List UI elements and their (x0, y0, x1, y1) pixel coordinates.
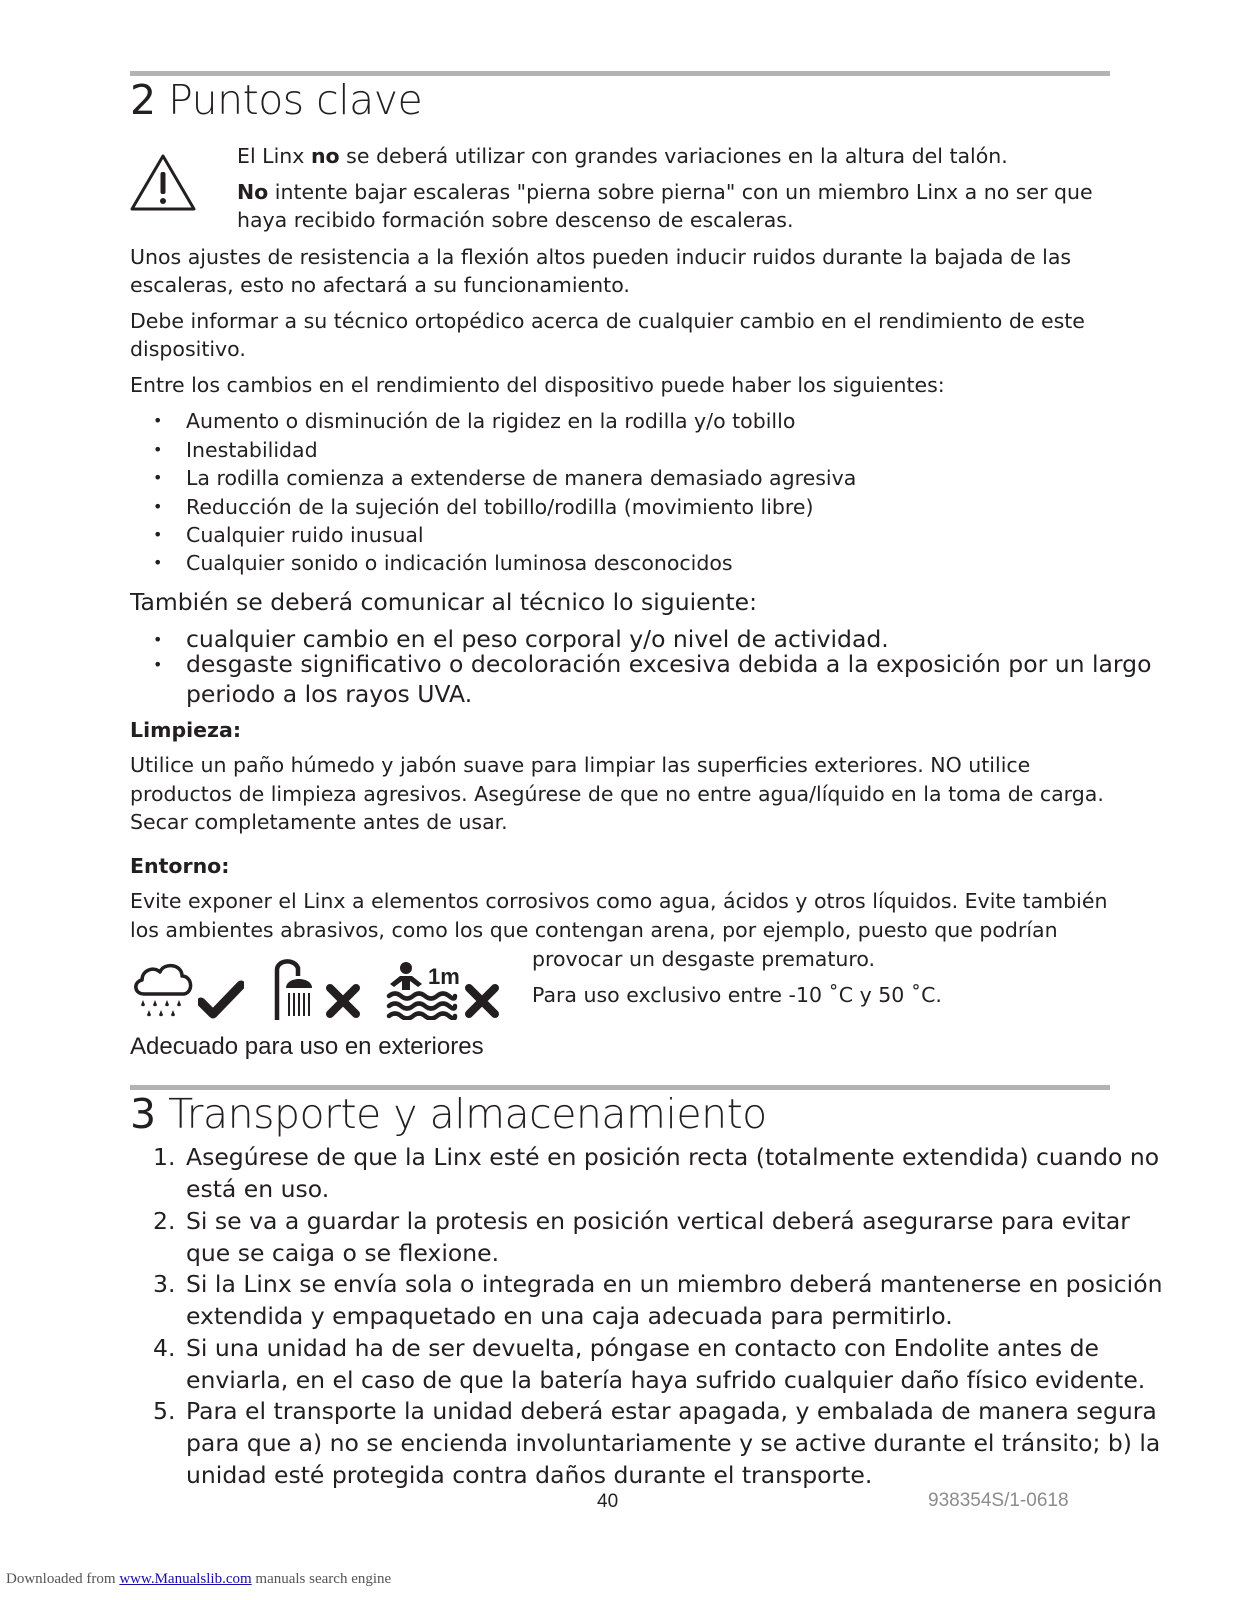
cleaning-text-3: Secar completamente antes de usar. (130, 810, 508, 834)
cleaning-text-1: Utilice un paño húmedo y jabón suave para limpiar las superficies exteriores. NO utilice (130, 753, 1031, 777)
list-item: Inestabilidad (186, 438, 318, 462)
environment-heading: Entorno: (130, 854, 230, 878)
list-item-line: Para el transporte la unidad deberá estar apagada, y embalada de manera segura (186, 1397, 1157, 1425)
bullet-marker: • (153, 630, 163, 649)
list-item-line: que se caiga o se flexione. (186, 1239, 500, 1267)
section-number: 2 (130, 76, 156, 124)
list-number: 3. (153, 1270, 176, 1298)
list-number: 4. (153, 1334, 176, 1362)
environment-text-2: los ambientes abrasivos, como los que contengan arena, por ejemplo, puesto que podrían (130, 918, 1058, 942)
bullet-marker: • (153, 468, 163, 487)
list-item-line: Si la Linx se envía sola o integrada en un miembro deberá mantenerse en posición (186, 1270, 1163, 1298)
cross-icon (325, 983, 361, 1019)
list-item: Aumento o disminución de la rigidez en la rodilla y/o tobillo (186, 409, 796, 433)
temperature-range: Para uso exclusivo entre -10 ˚C y 50 ˚C. (532, 983, 942, 1007)
list-item-line: Asegúrese de que la Linx esté en posición recta (totalmente extendida) cuando no (186, 1143, 1160, 1171)
environment-text-3: provocar un desgaste prematuro. (532, 947, 876, 971)
section-number: 3 (130, 1090, 156, 1138)
bullet-marker: • (153, 497, 163, 516)
paragraph-inform-1: Debe informar a su técnico ortopédico acerca de cualquier cambio en el rendimiento de este (130, 309, 1085, 333)
list-item-line: extendida y empaquetado en una caja adecuada para permitirlo. (186, 1302, 953, 1330)
warning-icon (128, 152, 198, 214)
section-3-heading (130, 1090, 767, 1138)
bullet-marker: • (153, 553, 163, 572)
shower-icon (272, 958, 322, 1020)
environment-text-1: Evite exponer el Linx a elementos corrosivos como agua, ácidos y otros líquidos. Evite también (130, 889, 1108, 913)
section-title: Transporte y almacenamiento (168, 1090, 767, 1138)
paragraph-flexion-2: escaleras, esto no afectará a su funcionamiento. (130, 273, 630, 297)
section-title: Puntos clave (168, 76, 423, 124)
list-item-line: está en uso. (186, 1175, 330, 1203)
list-number: 2. (153, 1207, 176, 1235)
checkmark-icon (198, 980, 244, 1020)
list-item-line: Si se va a guardar la protesis en posición vertical deberá asegurarse para evitar (186, 1207, 1130, 1235)
list-item-line: para que a) no se encienda involuntariamente y se active durante el tránsito; b) la (186, 1429, 1161, 1457)
depth-label: 1m (428, 964, 460, 989)
bullet-marker: • (153, 411, 163, 430)
cleaning-heading: Limpieza: (130, 718, 242, 742)
list-item: Cualquier sonido o indicación luminosa desconocidos (186, 551, 733, 575)
warning-line-3: haya recibido formación sobre descenso de escaleras. (237, 208, 794, 232)
list-item-line: unidad esté protegida contra daños durante el transporte. (186, 1461, 873, 1489)
list-item: La rodilla comienza a extenderse de manera demasiado agresiva (186, 466, 857, 490)
list-number: 5. (153, 1397, 176, 1425)
cleaning-text-2: productos de limpieza agresivos. Asegúrese de que no entre agua/líquido en la toma de carga. (130, 782, 1104, 806)
paragraph-changes: Entre los cambios en el rendimiento del dispositivo puede haber los siguientes: (130, 373, 945, 397)
manualslib-link[interactable]: www.Manualslib.com (119, 1571, 252, 1587)
list-item: cualquier cambio en el peso corporal y/o nivel de actividad. (186, 625, 889, 653)
list-item-continuation: periodo a los rayos UVA. (186, 680, 473, 708)
document-code: 938354S/1-0618 (928, 1490, 1069, 1511)
paragraph-also-report: También se deberá comunicar al técnico lo siguiente: (130, 588, 758, 616)
list-item: desgaste significativo o decoloración excesiva debida a la exposición por un largo (186, 650, 1152, 678)
list-item: Cualquier ruido inusual (186, 523, 424, 547)
section-2-heading (130, 76, 422, 124)
paragraph-inform-2: dispositivo. (130, 337, 246, 361)
warning-line-2: No intente bajar escaleras "pierna sobre pierna" con un miembro Linx a no ser que (237, 180, 1093, 204)
list-item-line: enviarla, en el caso de que la batería haya sufrido cualquier daño físico evidente. (186, 1366, 1146, 1394)
page-number: 40 (597, 1491, 619, 1512)
bullet-marker: • (153, 655, 163, 674)
paragraph-flexion-1: Unos ajustes de resistencia a la flexión altos pueden inducir ruidos durante la bajada de las (130, 245, 1072, 269)
download-notice: Downloaded from www.Manualslib.com manuals search engine (6, 1571, 392, 1587)
icons-caption: Adecuado para uso en exteriores (130, 1033, 484, 1060)
bullet-marker: • (153, 525, 163, 544)
list-number: 1. (153, 1143, 176, 1171)
list-item: Reducción de la sujeción del tobillo/rodilla (movimiento libre) (186, 495, 814, 519)
list-item-line: Si una unidad ha de ser devuelta, póngase en contacto con Endolite antes de (186, 1334, 1100, 1362)
warning-line-1: El Linx no se deberá utilizar con grandes variaciones en la altura del talón. (237, 144, 1008, 168)
cross-icon (464, 983, 500, 1019)
rain-cloud-icon (130, 960, 198, 1020)
bullet-marker: • (153, 440, 163, 459)
